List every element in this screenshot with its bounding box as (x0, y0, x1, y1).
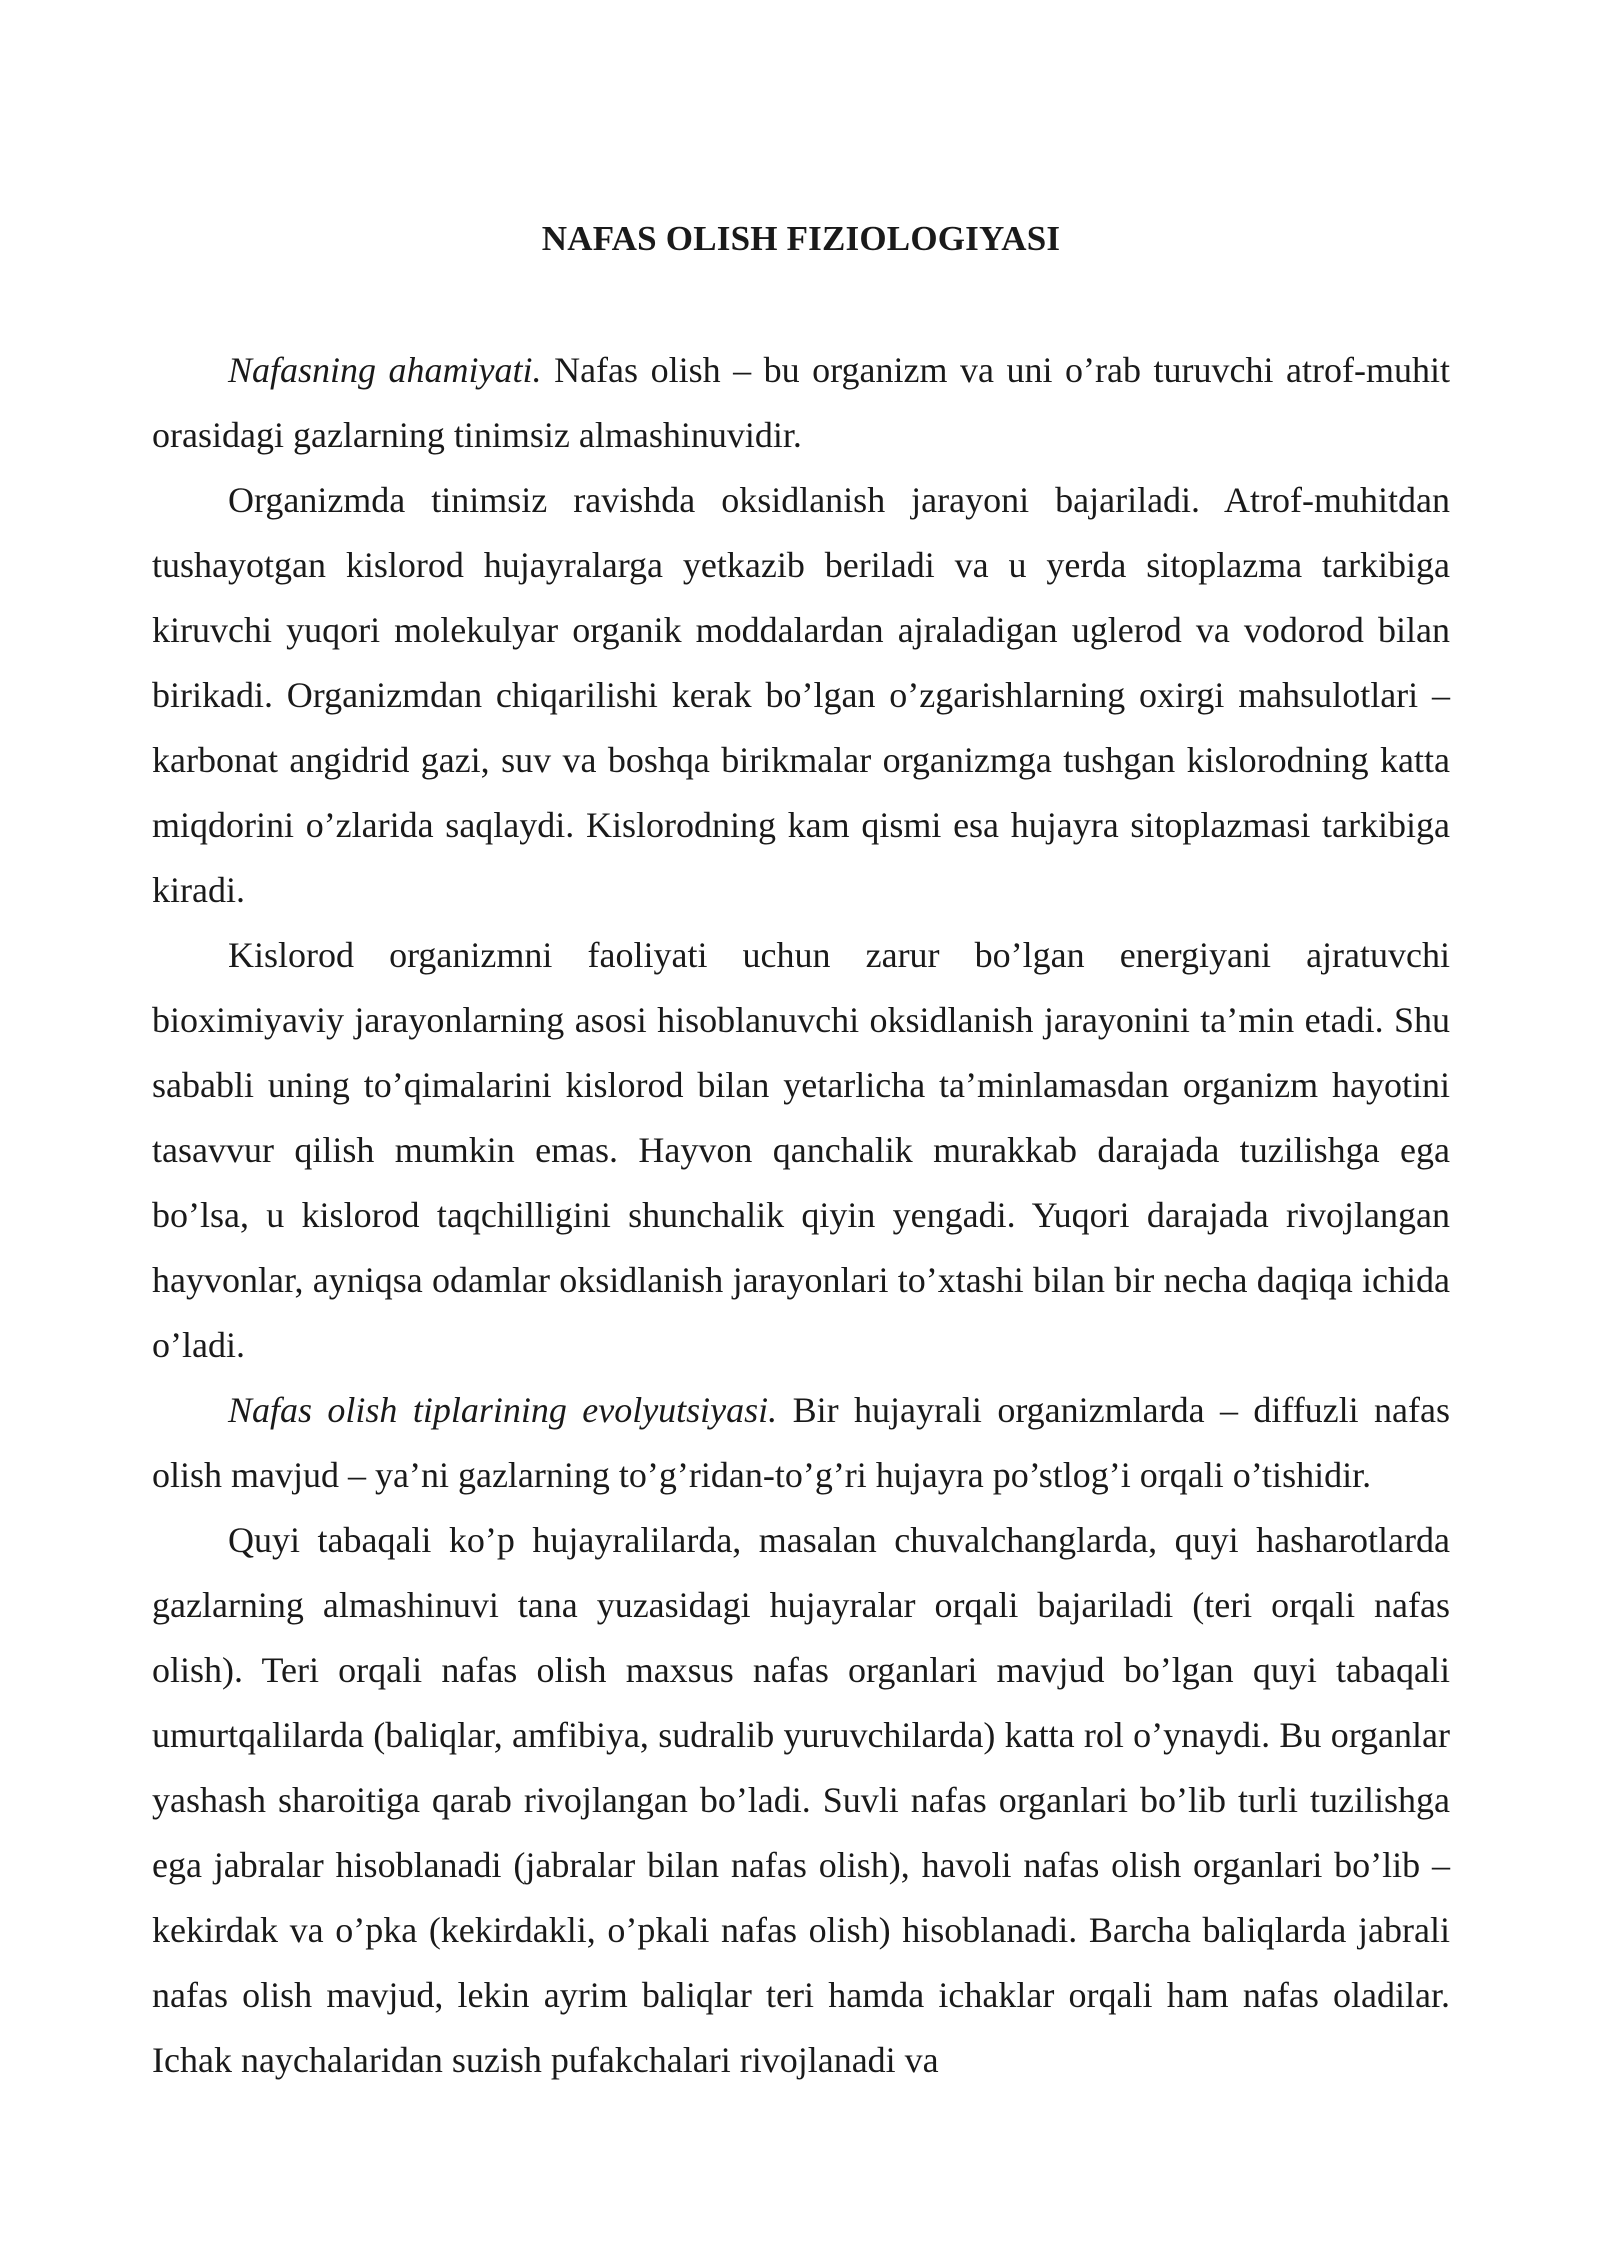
paragraph-lead: Nafas olish tiplarining evolyutsiyasi. (228, 1390, 778, 1430)
paragraph-text: Kislorod organizmni faoliyati uchun zarur bo’lgan energiyani ajratuvchi bioximiyaviy jarayonlarning asosi hisoblanuvchi oksidlanish jarayonini ta’min etadi. Shu sababli uning to’qimalarini kislorod bilan yetarlicha ta’minlamasdan organizm hayotini tasavvur qilish mumkin emas. Hayvon qanchalik murakkab darajada tuzilishga ega bo’lsa, u kislorod taqchilligini shunchalik qiyin yengadi. Yuqori darajada rivojlangan hayvonlar, ayniqsa odamlar oksidlanish jarayonlari to’xtashi bilan bir necha daqiqa ichida o’ladi. (152, 935, 1450, 1365)
paragraph-text: Nafas olish – bu organizm va uni o’rab turuvchi atrof-muhit orasidagi gazlarning tinimsiz almashinuvidir. (152, 350, 1450, 455)
document-page (152, 0, 1450, 2093)
document-body (152, 338, 1450, 2093)
paragraph-lead: Nafasning ahamiyati. (228, 350, 542, 390)
paragraph-multicellular (152, 1508, 1450, 2093)
paragraph-text: Quyi tabaqali ko’p hujayralilarda, masalan chuvalchanglarda, quyi hasharotlarda gazlarning almashinuvi tana yuzasidagi hujayralar orqali bajariladi (teri orqali nafas olish). Teri orqali nafas olish maxsus nafas organlari mavjud bo’lgan quyi tabaqali umurtqalilarda (baliqlar, amfibiya, sudralib yuruvchilarda) katta rol o’ynaydi. Bu organlar yashash sharoitiga qarab rivojlangan bo’ladi. Suvli nafas organlari bo’lib turli tuzilishga ega jabralar hisoblanadi (jabralar bilan nafas olish), havoli nafas olish organlari bo’lib – kekirdak va o’pka (kekirdakli, o’pkali nafas olish) hisoblanadi. Barcha baliqlarda jabrali nafas olish mavjud, lekin ayrim baliqlar teri hamda ichaklar orqali ham nafas oladilar. Ichak naychalaridan suzish pufakchalari rivojlanadi va (152, 1520, 1450, 2080)
paragraph-text: Bir hujayrali organizmlarda – diffuzli nafas olish mavjud – ya’ni gazlarning to’g’ridan-to’g’ri hujayra po’stlog’i orqali o’tishidir. (152, 1390, 1451, 1495)
document-title: NAFAS OLISH FIZIOLOGIYASI (541, 219, 1061, 258)
paragraph-evolution (152, 1378, 1450, 1508)
paragraph-importance (152, 338, 1450, 468)
paragraph-text: Organizmda tinimsiz ravishda oksidlanish jarayoni bajariladi. Atrof-muhitdan tushayotgan kislorod hujayralarga yetkazib beriladi va u yerda sitoplazma tarkibiga kiruvchi yuqori molekulyar organik moddalardan ajraladigan uglerod va vodorod bilan birikadi. Organizmdan chiqarilishi kerak bo’lgan o’zgarishlarning oxirgi mahsulotlari – karbonat angidrid gazi, suv va boshqa birikmalar organizmga tushgan kislorodning katta miqdorini o’zlarida saqlaydi. Kislorodning kam qismi esa hujayra sitoplazmasi tarkibiga kiradi. (152, 480, 1450, 910)
paragraph-oxygen-role (152, 923, 1450, 1378)
paragraph-oxidation (152, 468, 1450, 923)
